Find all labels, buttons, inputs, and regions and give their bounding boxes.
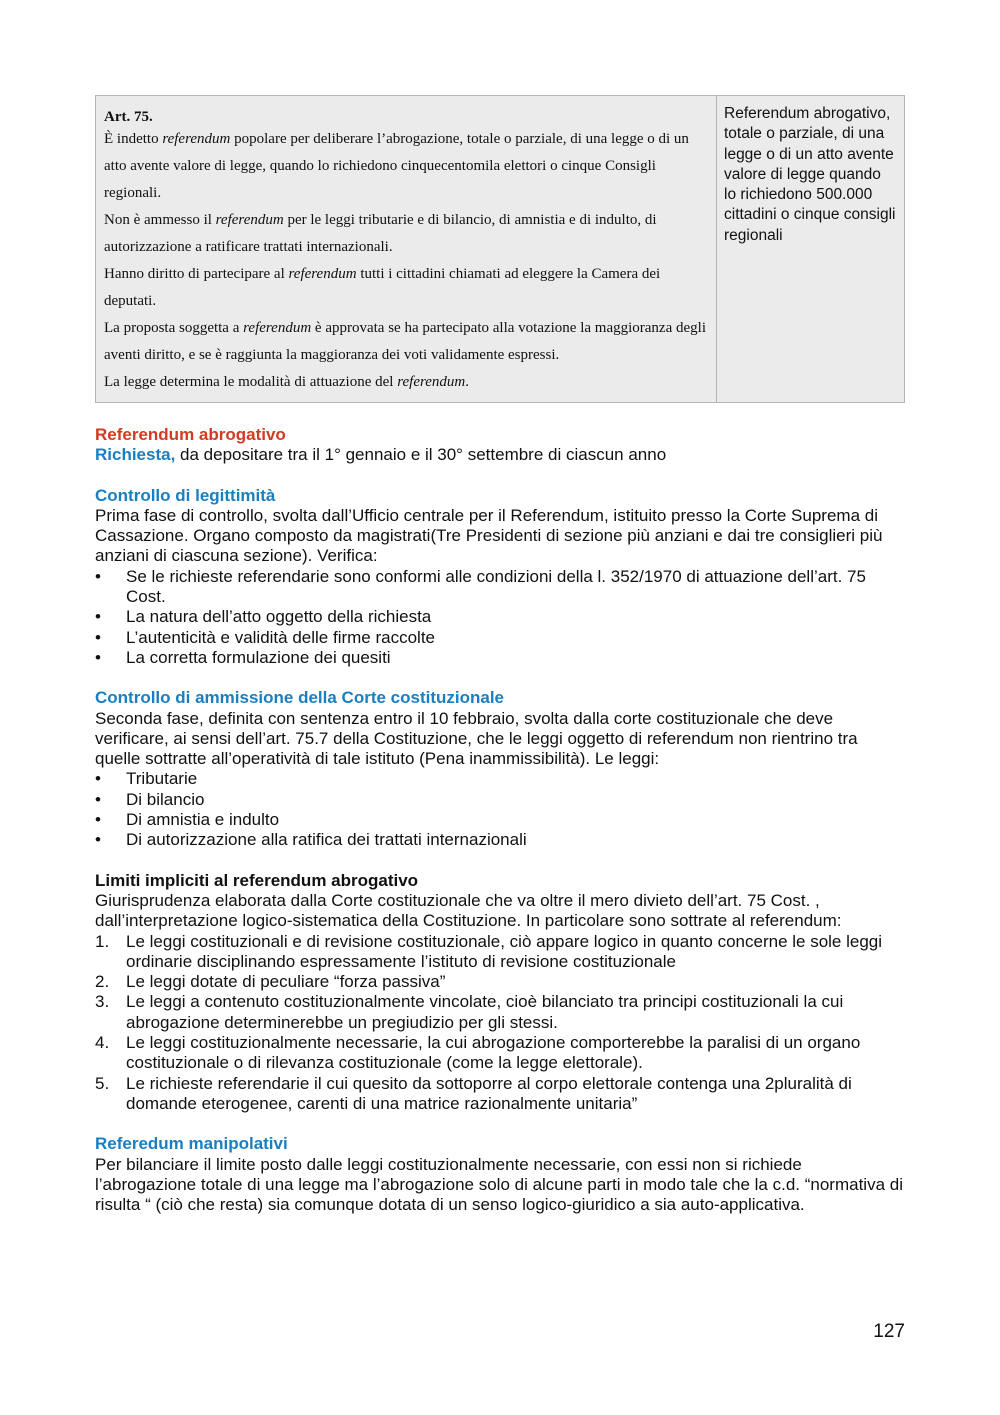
article-table — [95, 95, 905, 403]
article-text-run: La proposta soggetta a — [104, 320, 244, 336]
ammissione-text: Seconda fase, definita con sentenza entro il 10 febbraio, svolta dalla corte costituzionale che deve verificare, ai sensi dell’art. 75.7 della Costituzione, che le leggi oggetto di referendum non rientrino tra quelle sottratte all’operatività di tale istituto (Pena inammissibilità). Le leggi: — [95, 708, 858, 769]
number-marker: 1. — [95, 931, 110, 951]
legittimita-text: Prima fase di controllo, svolta dall’Ufficio centrale per il Referendum, istituito presso la Corte Suprema di Cassazione. Organo composto da magistrati(Tre Presidenti di sezione più anziani e dai tre consiglieri più anziani di ciascuna sezione). Verifica: — [95, 505, 883, 566]
manipolativi-heading: Referedum manipolativi — [95, 1134, 288, 1154]
legittimita-heading: Controllo di legittimità — [95, 485, 276, 505]
number-marker: 2. — [95, 972, 110, 992]
article-title: Art. 75. — [104, 109, 153, 125]
bullet-marker: • — [95, 769, 101, 789]
list-item — [95, 607, 905, 627]
article-paragraph — [104, 207, 708, 261]
list-item-text: La corretta formulazione dei quesiti — [126, 647, 391, 667]
article-text-run: È indetto — [104, 131, 163, 147]
list-item-text: Le leggi costituzionalmente necessarie, la cui abrogazione comporterebbe la paralisi di un organo costituzionale o di rilevanza costituzionale (come la legge elettorale). — [126, 1033, 861, 1073]
article-italic-term: referendum — [215, 212, 284, 228]
number-marker: 4. — [95, 1033, 110, 1053]
article-paragraphs — [104, 126, 708, 396]
richiesta-label: Richiesta, — [95, 445, 176, 465]
list-item-text: Di bilancio — [126, 789, 205, 809]
list-item — [95, 628, 905, 648]
article-text-run: La legge determina le modalità di attuazione del — [104, 374, 398, 390]
limiti-text: Giurisprudenza elaborata dalla Corte costituzionale che va oltre il mero divieto dell’art. 75 Cost. , dall’interpretazione logico-sistematica della Costituzione. In particolare sono sottrate al referendum: — [95, 890, 842, 931]
article-italic-term: referendum — [288, 266, 357, 282]
list-item-text: L’autenticità e validità delle firme raccolte — [126, 627, 435, 647]
list-item-text: Le leggi a contenuto costituzionalmente vincolate, cioè bilanciato tra principi costituzionali la cui abrogazione determinerebbe un pregiudizio per gli stessi. — [126, 992, 844, 1032]
article-text-run: è approvata se ha partecipato alla votazione la maggioranza degli aventi diritto, e se è raggiunta la maggioranza dei voti validamente espressi. — [104, 320, 706, 363]
number-marker: 3. — [95, 992, 110, 1012]
limiti-list — [95, 932, 905, 1115]
article-paragraph — [104, 126, 708, 207]
article-text-run: Non è ammesso il — [104, 212, 216, 228]
article-text-run: . — [465, 374, 470, 390]
article-paragraph — [104, 315, 708, 369]
number-marker: 5. — [95, 1073, 110, 1093]
list-item — [95, 972, 905, 992]
list-item — [95, 830, 905, 850]
page-number: 127 — [873, 1321, 905, 1342]
list-item-text: Le richieste referendarie il cui quesito da sottoporre al corpo elettorale contenga una 2pluralità di domande eterogenee, carenti di una matrice razionalmente unitaria” — [126, 1073, 852, 1113]
bullet-marker: • — [95, 566, 101, 586]
limiti-heading: Limiti impliciti al referendum abrogativo — [95, 870, 419, 890]
article-italic-term: referendum — [243, 320, 312, 336]
legittimita-list — [95, 567, 905, 668]
list-item-text: Le leggi dotate di peculiare “forza passiva” — [126, 972, 446, 992]
bullet-marker: • — [95, 830, 101, 850]
list-item — [95, 932, 905, 973]
list-item — [95, 810, 905, 830]
list-item-text: Di autorizzazione alla ratifica dei trattati internazionali — [126, 830, 527, 850]
page-content — [95, 95, 905, 1215]
bullet-marker: • — [95, 607, 101, 627]
bullet-marker: • — [95, 647, 101, 667]
article-text-run: per le leggi tributarie e di bilancio, di amnistia e di indulto, di autorizzazione a ratificare trattati internazionali. — [104, 212, 657, 255]
manipolativi-text: Per bilanciare il limite posto dalle leggi costituzionalmente necessarie, con essi non si richiede l’abrogazione totale di una legge ma l’abrogazione solo di alcune parti in modo tale che la c.d. “normativa di risulta “ (ciò che resta) sia comunque dotata di un senso logico-giuridico a sia auto-applicativa. — [95, 1154, 903, 1215]
list-item — [95, 790, 905, 810]
list-item-text: Di amnistia e indulto — [126, 810, 280, 830]
list-item-text: Tributarie — [126, 769, 198, 789]
article-text-run: tutti i cittadini chiamati ad eleggere la Camera dei deputati. — [104, 266, 661, 309]
list-item-text: Se le richieste referendarie sono conformi alle condizioni della l. 352/1970 di attuazione dell’art. 75 Cost. — [126, 566, 866, 607]
richiesta-text: da depositare tra il 1° gennaio e il 30° settembre di ciascun anno — [175, 445, 667, 465]
list-item-text: Le leggi costituzionali e di revisione costituzionale, ciò appare logico in quanto concerne le sole leggi ordinarie disciplinando espressamente l’istituto di revisione costituzionale — [126, 931, 883, 971]
article-text-run: popolare per deliberare l’abrogazione, totale o parziale, di una legge o di un atto avente valore di legge, quando lo richiedono cinquecentomila elettori o cinque Consigli regionali. — [104, 131, 689, 201]
bullet-marker: • — [95, 627, 101, 647]
list-item — [95, 769, 905, 789]
article-summary: Referendum abrogativo, totale o parziale, di una legge o di un atto avente valore di legge quando lo richiedono 500.000 cittadini o cinque consigli regionali — [724, 105, 896, 244]
article-paragraph — [104, 369, 708, 396]
ammissione-heading: Controllo di ammissione della Corte costituzionale — [95, 688, 505, 708]
list-item — [95, 1033, 905, 1074]
article-italic-term: referendum — [397, 374, 466, 390]
list-item-text: La natura dell’atto oggetto della richiesta — [126, 607, 432, 627]
notes — [95, 425, 905, 1215]
ammissione-list — [95, 769, 905, 850]
list-item — [95, 567, 905, 608]
article-summary-cell — [717, 96, 905, 403]
richiesta-line — [95, 445, 905, 465]
list-item — [95, 1074, 905, 1115]
article-italic-term: referendum — [162, 131, 231, 147]
bullet-marker: • — [95, 810, 101, 830]
list-item — [95, 992, 905, 1033]
bullet-marker: • — [95, 789, 101, 809]
article-paragraph — [104, 261, 708, 315]
article-text-cell — [96, 96, 717, 403]
list-item — [95, 648, 905, 668]
article-text-run: Hanno diritto di partecipare al — [104, 266, 289, 282]
main-heading: Referendum abrogativo — [95, 425, 286, 444]
